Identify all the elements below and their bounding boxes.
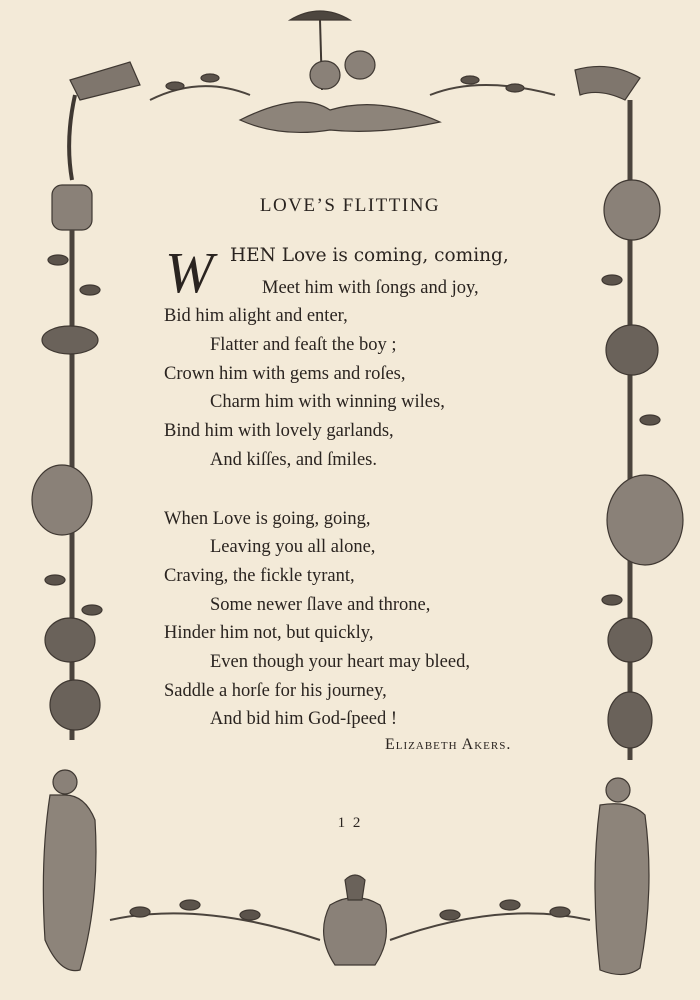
stanza2-line-1: When Love is going, going, [164,508,371,529]
right-border-column [575,66,683,760]
stanza1-line-6: Charm him with winning wiles, [210,392,445,413]
drop-cap: W [165,240,214,305]
stanza2-line-4: Some newer ſlave and throne, [210,594,431,615]
bottom-right-figure [595,778,649,975]
stanza1-line-4: Flatter and feaſt the boy ; [210,335,397,356]
left-border-column [32,62,140,740]
poem-title: LOVE’S FLITTING [259,195,441,216]
stanza1-line-5: Crown him with gems and roſes, [164,363,406,384]
poem-attribution: Elizabeth Akers. [385,736,512,753]
poem-body [164,240,564,734]
stanza1-line-3: Bid him alight and enter, [164,306,348,327]
first-line-text: HEN Love is coming, coming, [230,245,509,266]
stanza2-line-2: Leaving you all alone, [210,537,376,558]
stanza2-line-5: Hinder him not, but quickly, [164,623,374,644]
bottom-urn-vignette [110,875,590,965]
page-number: 1 2 [337,815,363,831]
stanza1-line-7: Bind him with lovely garlands, [164,421,394,442]
stanza2-line-8: And bid him God-ſpeed ! [210,709,398,730]
bottom-left-figure [43,770,96,971]
stanza1-line-2: Meet him with ſongs and joy, [262,277,479,298]
stanza1-line-8: And kiſſes, and ſmiles. [210,449,377,470]
top-cherub-vignette [150,11,555,132]
stanza2-line-7: Saddle a horſe for his journey, [164,680,387,701]
stanza2-line-3: Craving, the fickle tyrant, [164,565,355,586]
stanza2-line-6: Even though your heart may bleed, [210,651,470,672]
